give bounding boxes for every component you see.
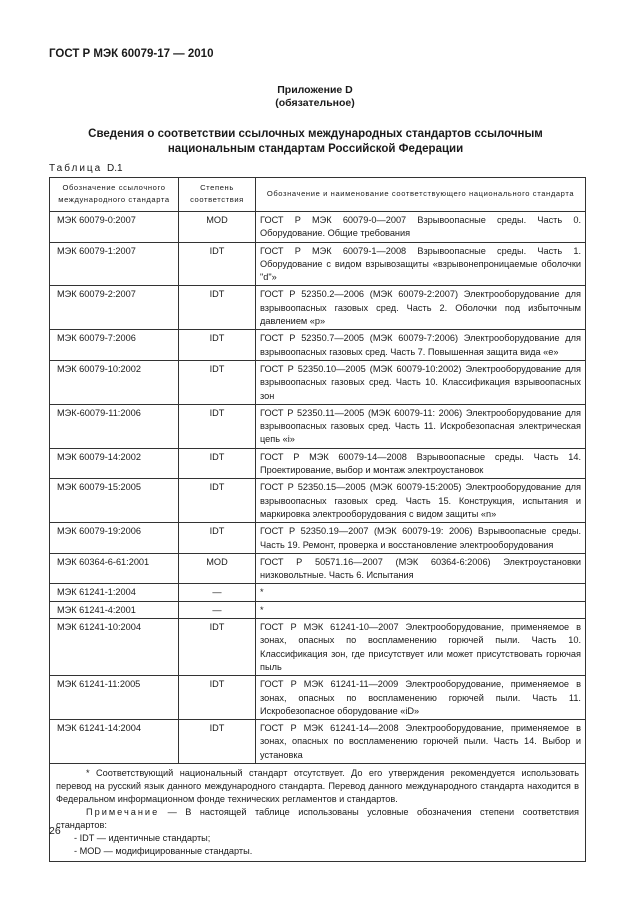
table-row bbox=[50, 242, 586, 286]
degree-cell: IDT bbox=[179, 448, 256, 479]
national-standard-cell: ГОСТ Р 52350.11—2005 (МЭК 60079-11: 2006) Электрооборудование для взрывоопасных газовых сред. Часть 11. Искробезопасная электрическая цепь «i» bbox=[256, 404, 586, 448]
table-caption-number: D.1 bbox=[107, 163, 123, 174]
intl-standard-cell: МЭК 60079-19:2006 bbox=[50, 523, 179, 554]
degree-cell: — bbox=[179, 601, 256, 618]
note-paragraph bbox=[56, 806, 579, 832]
intl-standard-cell: МЭК-60079-11:2006 bbox=[50, 404, 179, 448]
degree-cell: IDT bbox=[179, 619, 256, 676]
degree-cell: IDT bbox=[179, 523, 256, 554]
degree-cell: IDT bbox=[179, 479, 256, 523]
document-header: ГОСТ Р МЭК 60079-17 — 2010 bbox=[49, 48, 214, 60]
intl-standard-cell: МЭК 61241-11:2005 bbox=[50, 676, 179, 720]
intl-standard-cell: МЭК 60364-6-61:2001 bbox=[50, 553, 179, 584]
section-title: Сведения о соответствии ссылочных международных стандартов ссылочным национальным стандартам Российской Федерации bbox=[88, 128, 543, 155]
table-row bbox=[50, 523, 586, 554]
degree-cell: — bbox=[179, 584, 256, 601]
table-row bbox=[50, 720, 586, 764]
page-number: 26 bbox=[49, 825, 61, 837]
national-standard-cell: ГОСТ Р МЭК 61241-11—2009 Электрооборудование, применяемое в зонах, опасных по воспламенению горючей пыли. Часть 11. Искробезопасное оборудование «iD» bbox=[256, 676, 586, 720]
degree-cell: IDT bbox=[179, 360, 256, 404]
table-row bbox=[50, 330, 586, 361]
table-header-row bbox=[50, 178, 586, 212]
table-row bbox=[50, 676, 586, 720]
national-standard-cell: * bbox=[256, 584, 586, 601]
table-row bbox=[50, 286, 586, 330]
degree-cell: IDT bbox=[179, 404, 256, 448]
degree-cell: MOD bbox=[179, 553, 256, 584]
national-standard-cell: ГОСТ Р МЭК 60079-14—2008 Взрывоопасные среды. Часть 14. Проектирование, выбор и монтаж электроустановок bbox=[256, 448, 586, 479]
intl-standard-cell: МЭК 60079-10:2002 bbox=[50, 360, 179, 404]
national-standard-cell: ГОСТ Р МЭК 60079-0—2007 Взрывоопасные среды. Часть 0. Оборудование. Общие требования bbox=[256, 212, 586, 243]
national-standard-cell: ГОСТ Р МЭК 61241-14—2008 Электрооборудование, применяемое в зонах, опасных по воспламенению горючей пыли. Часть 14. Выбор и установка bbox=[256, 720, 586, 764]
table-row bbox=[50, 479, 586, 523]
footnote-text: * Соответствующий национальный стандарт отсутствует. До его утверждения рекомендуется использовать перевод на русский язык данного международного стандарта. Перевод данного международного стандарта находится в Федеральном информационном фонде технических регламентов и стандартов. bbox=[56, 767, 579, 804]
footnote-cell bbox=[50, 763, 586, 861]
table-row bbox=[50, 404, 586, 448]
column-header-degree: Степень соответствия bbox=[179, 178, 256, 212]
national-standard-cell: ГОСТ Р МЭК 60079-1—2008 Взрывоопасные среды. Часть 1. Оборудование с видом взрывозащиты «взрывонепроницаемые оболочки "d"» bbox=[256, 242, 586, 286]
national-standard-cell: ГОСТ Р 50571.16—2007 (МЭК 60364-6:2006) Электроустановки низковольтные. Часть 6. Испытания bbox=[256, 553, 586, 584]
degree-cell: IDT bbox=[179, 676, 256, 720]
appendix-subtitle: (обязательное) bbox=[275, 97, 355, 109]
intl-standard-cell: МЭК 61241-1:2004 bbox=[50, 584, 179, 601]
table-row bbox=[50, 212, 586, 243]
note-label: Примечание bbox=[86, 806, 160, 817]
table-row bbox=[50, 619, 586, 676]
intl-standard-cell: МЭК 60079-1:2007 bbox=[50, 242, 179, 286]
degree-cell: IDT bbox=[179, 286, 256, 330]
standards-table bbox=[49, 177, 586, 862]
intl-standard-cell: МЭК 60079-14:2002 bbox=[50, 448, 179, 479]
intl-standard-cell: МЭК 61241-14:2004 bbox=[50, 720, 179, 764]
column-header-national: Обозначение и наименование соответствующего национального стандарта bbox=[256, 178, 586, 212]
table-caption bbox=[49, 163, 123, 174]
degree-cell: IDT bbox=[179, 720, 256, 764]
table-row bbox=[50, 601, 586, 618]
note-text: — В настоящей таблице использованы условные обозначения степени соответствия стандартов: bbox=[56, 806, 579, 830]
appendix-title: Приложение D bbox=[277, 84, 353, 96]
intl-standard-cell: МЭК 61241-4:2001 bbox=[50, 601, 179, 618]
degree-cell: MOD bbox=[179, 212, 256, 243]
note-item: - IDT — идентичные стандарты; bbox=[74, 832, 211, 843]
national-standard-cell: ГОСТ Р 52350.7—2005 (МЭК 60079-7:2006) Электрооборудование для взрывоопасных газовых сред. Часть 7. Повышенная защита вида «е» bbox=[256, 330, 586, 361]
intl-standard-cell: МЭК 60079-0:2007 bbox=[50, 212, 179, 243]
intl-standard-cell: МЭК 60079-2:2007 bbox=[50, 286, 179, 330]
national-standard-cell: ГОСТ Р 52350.2—2006 (МЭК 60079-2:2007) Электрооборудование для взрывоопасных газовых сред. Часть 2. Оболочки под избыточным давлением «р» bbox=[256, 286, 586, 330]
degree-cell: IDT bbox=[179, 330, 256, 361]
note-item: - MOD — модифицированные стандарты. bbox=[74, 845, 253, 856]
intl-standard-cell: МЭК 60079-15:2005 bbox=[50, 479, 179, 523]
table-caption-label: Таблица bbox=[49, 163, 103, 174]
intl-standard-cell: МЭК 61241-10:2004 bbox=[50, 619, 179, 676]
national-standard-cell: ГОСТ Р 52350.10—2005 (МЭК 60079-10:2002) Электрооборудование для взрывоопасных газовых сред. Часть 10. Классификация взрывоопасных зон bbox=[256, 360, 586, 404]
table-row bbox=[50, 584, 586, 601]
table-row bbox=[50, 360, 586, 404]
intl-standard-cell: МЭК 60079-7:2006 bbox=[50, 330, 179, 361]
table-row bbox=[50, 448, 586, 479]
national-standard-cell: ГОСТ Р МЭК 61241-10—2007 Электрооборудование, применяемое в зонах, опасных по воспламенению горючей пыли. Часть 10. Классификация зон, где присутствует или может присутствовать горючая пыль bbox=[256, 619, 586, 676]
column-header-intl: Обозначение ссылочного международного стандарта bbox=[50, 178, 179, 212]
table-row bbox=[50, 553, 586, 584]
national-standard-cell: ГОСТ Р 52350.19—2007 (МЭК 60079-19: 2006) Взрывоопасные среды. Часть 19. Ремонт, проверка и восстановление электрооборудования bbox=[256, 523, 586, 554]
degree-cell: IDT bbox=[179, 242, 256, 286]
national-standard-cell: ГОСТ Р 52350.15—2005 (МЭК 60079-15:2005) Электрооборудование для взрывоопасных газовых сред. Часть 15. Конструкция, испытания и маркировка электрооборудования с видом защиты «n» bbox=[256, 479, 586, 523]
national-standard-cell: * bbox=[256, 601, 586, 618]
footnote-row bbox=[50, 763, 586, 861]
